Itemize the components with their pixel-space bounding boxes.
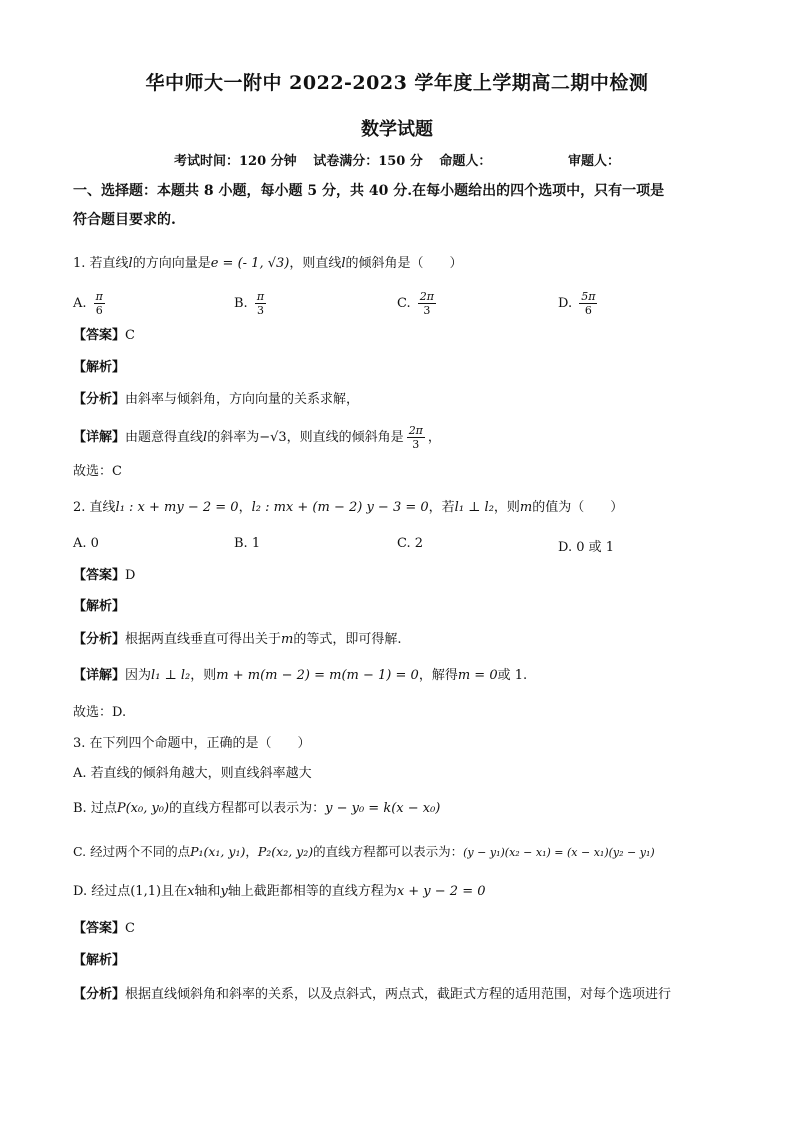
q1-choose: 故选：C [73,464,122,479]
section-heading-line2: 符合题目要求的. [73,212,176,228]
q3-option-a: A. 若直线的倾斜角越大，则直线斜率越大 [73,766,312,781]
question-2-stem: 2. 直线l₁ : x + my − 2 = 0，l₂ : mx + (m − 2) y − 3 = 0，若l₁ ⊥ l₂，则m的值为（ ） [73,500,624,515]
q2-option-d: D. 0 或 1 [558,540,615,555]
q2-option-b: B. 1 [234,536,261,551]
q1-xiangjie: 【详解】由题意得直线l的斜率为−√3，则直线的倾斜角是 $\frac{2\pi}{3}$ ， [73,424,441,451]
q1-option-c: C. $\frac{2\pi}{3}$ [397,290,434,317]
q1-analysis-heading: 【解析】 [73,360,126,375]
line-l1-equation: l₁ : x + my − 2 = 0 [115,500,239,515]
q3-analysis-heading: 【解析】 [73,953,126,968]
question-1-stem: 1. 若直线l的方向向量是e = (- 1, √3)，则直线l的倾斜角是（ ） [73,256,463,271]
question-3-stem: 3. 在下列四个命题中，正确的是（ ） [73,736,311,751]
exam-author: 命题人： [439,154,492,169]
q2-analysis-heading: 【解析】 [73,599,126,614]
q3-option-b: B. 过点P(x₀, y₀)的直线方程都可以表示为：y − y₀ = k(x − x₀) [73,801,441,816]
exam-meta [0,150,794,169]
q1-option-a: A. $\frac{\pi}{6}$ [73,290,103,317]
page-subtitle: 数学试题 [361,119,433,140]
exam-time: 考试时间：120 分钟 [174,154,297,169]
q2-option-c: C. 2 [397,536,424,551]
line-l2-equation: l₂ : mx + (m − 2) y − 3 = 0 [251,500,429,515]
q2-xiangjie: 【详解】因为l₁ ⊥ l₂，则m + m(m − 2) = m(m − 1) = 0，解得m = 0或 1. [73,668,528,683]
q3-answer: 【答案】C [73,921,135,936]
direction-vector: e = (- 1, √3) [210,256,290,271]
q2-answer: 【答案】D [73,568,136,583]
q1-option-b: B. $\frac{\pi}{3}$ [234,290,265,317]
q3-option-c: C. 经过两个不同的点P₁(x₁, y₁)，P₂(x₂, y₂)的直线方程都可以表示为：(y − y₁)(x₂ − x₁) = (x − x₁)(y₂ − y₁) [73,844,655,859]
exam-reviewer: 审题人： [567,154,620,169]
q2-choose: 故选：D. [73,705,127,720]
q3-fenxi: 【分析】根据直线倾斜角和斜率的关系，以及点斜式，两点式，截距式方程的适用范围，对每个选项进行 [73,987,672,1002]
section-heading-line1: 一、选择题：本题共 8 小题，每小题 5 分，共 40 分.在每小题给出的四个选项中，只有一项是 [73,183,665,199]
page-title: 华中师大一附中 2022-2023 学年度上学期高二期中检测 [145,72,649,94]
q3-option-d: D. 经过点(1,1)且在x轴和y轴上截距都相等的直线方程为x + y − 2 = 0 [73,884,486,899]
q1-fenxi: 【分析】由斜率与倾斜角，方向向量的关系求解， [73,392,360,407]
exam-score: 试卷满分：150 分 [313,154,423,169]
q1-option-d: D. $\frac{5\pi}{6}$ [558,290,596,317]
q2-option-a: A. 0 [73,536,99,551]
q1-answer: 【答案】C [73,328,135,343]
q2-fenxi: 【分析】根据两直线垂直可得出关于m的等式，即可得解. [73,632,402,647]
